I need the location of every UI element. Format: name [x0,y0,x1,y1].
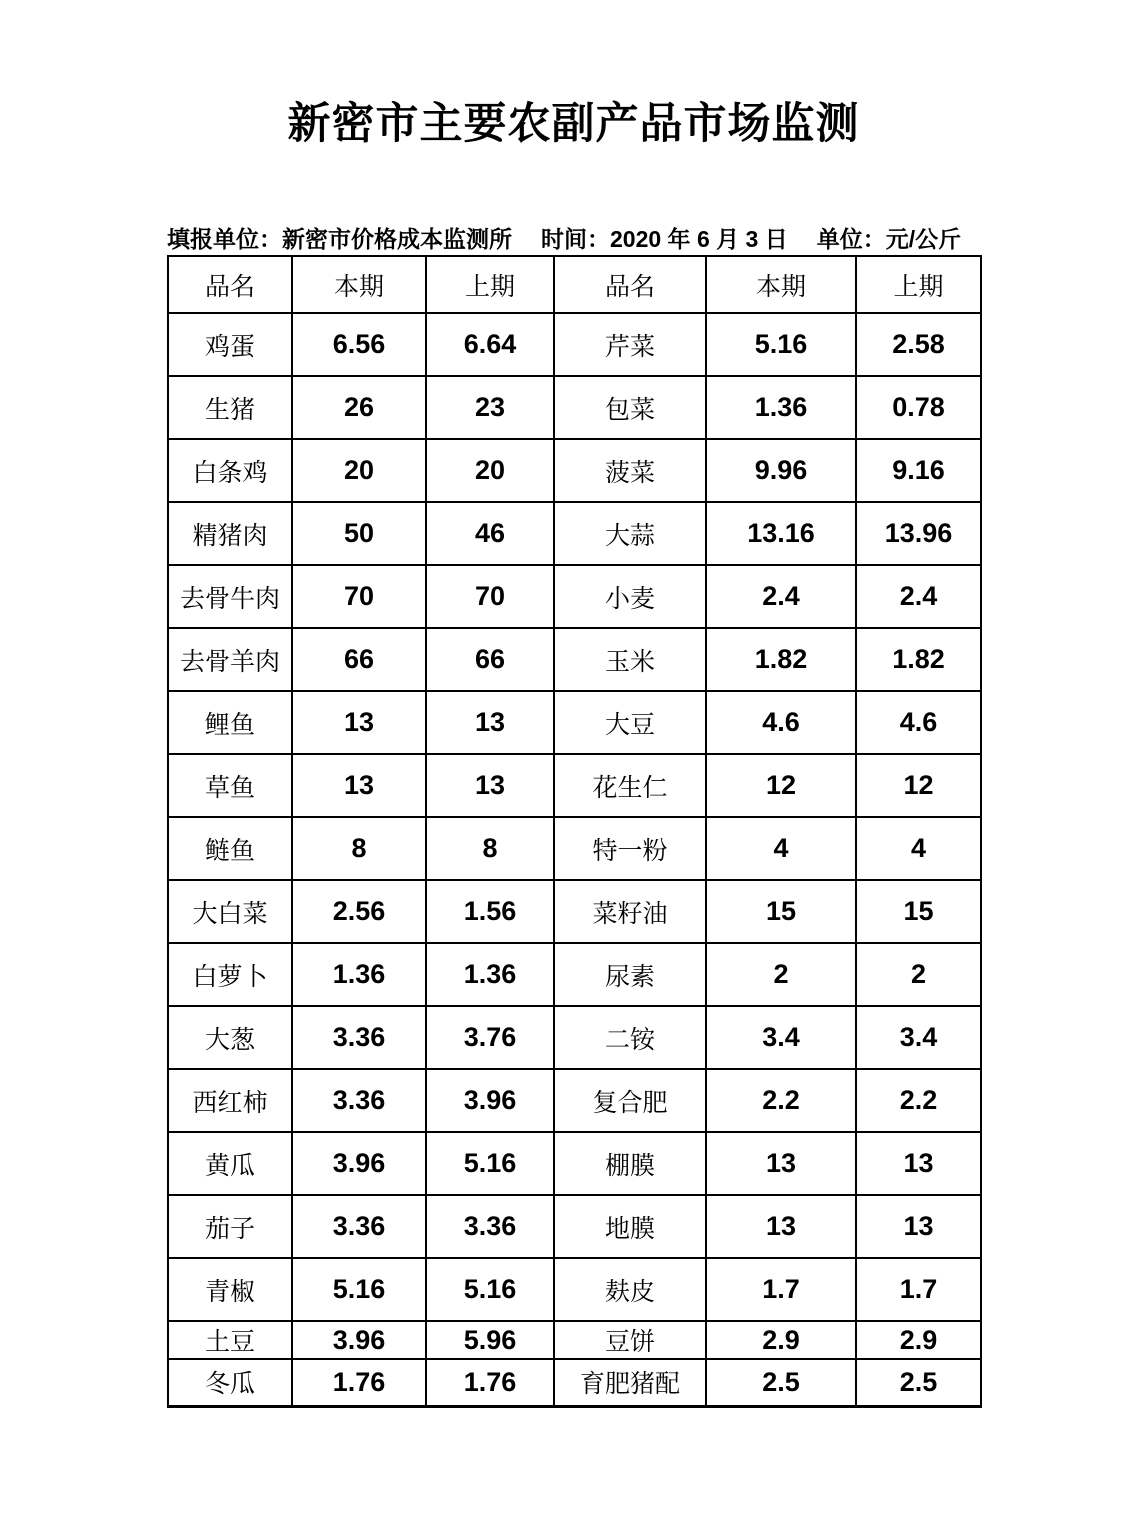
product-name-cell: 复合肥 [554,1069,706,1132]
price-unit-value: 元/公斤 [885,226,962,252]
price-cell: 5.16 [426,1258,554,1321]
price-cell: 4 [856,817,981,880]
table-body [168,313,981,1406]
price-cell: 23 [426,376,554,439]
price-cell: 3.36 [292,1195,426,1258]
price-cell: 3.96 [426,1069,554,1132]
price-cell: 5.96 [426,1321,554,1359]
product-name-cell: 鲢鱼 [168,817,292,880]
report-time [541,226,788,252]
product-name-cell: 菠菜 [554,439,706,502]
report-unit [167,226,512,252]
price-cell: 1.36 [292,943,426,1006]
price-cell: 1.76 [426,1359,554,1406]
product-name-cell: 花生仁 [554,754,706,817]
product-name-cell: 鲤鱼 [168,691,292,754]
price-cell: 12 [856,754,981,817]
product-name-cell: 尿素 [554,943,706,1006]
product-name-cell: 棚膜 [554,1132,706,1195]
product-name-cell: 二铵 [554,1006,706,1069]
price-cell: 1.7 [856,1258,981,1321]
price-cell: 50 [292,502,426,565]
price-table [167,255,982,1408]
price-cell: 5.16 [426,1132,554,1195]
report-unit-value: 新密市价格成本监测所 [282,226,512,252]
table-row [168,1321,981,1359]
price-cell: 1.7 [706,1258,856,1321]
product-name-cell: 玉米 [554,628,706,691]
price-cell: 26 [292,376,426,439]
price-cell: 12 [706,754,856,817]
column-header: 上期 [856,256,981,313]
price-cell: 15 [706,880,856,943]
product-name-cell: 去骨羊肉 [168,628,292,691]
product-name-cell: 土豆 [168,1321,292,1359]
price-cell: 70 [292,565,426,628]
product-name-cell: 芹菜 [554,313,706,376]
product-name-cell: 育肥猪配 [554,1359,706,1406]
price-cell: 13 [706,1195,856,1258]
price-cell: 13 [292,754,426,817]
table-row [168,565,981,628]
column-header: 上期 [426,256,554,313]
table-row [168,1258,981,1321]
price-cell: 1.36 [706,376,856,439]
price-cell: 20 [292,439,426,502]
table-header-row [168,256,981,313]
price-cell: 3.36 [426,1195,554,1258]
price-cell: 3.36 [292,1069,426,1132]
table-row [168,439,981,502]
product-name-cell: 去骨牛肉 [168,565,292,628]
price-cell: 0.78 [856,376,981,439]
table-row [168,691,981,754]
price-cell: 2.9 [706,1321,856,1359]
meta-line [167,226,980,252]
price-cell: 5.16 [706,313,856,376]
price-cell: 2.5 [706,1359,856,1406]
product-name-cell: 白条鸡 [168,439,292,502]
price-cell: 1.82 [856,628,981,691]
product-name-cell: 大蒜 [554,502,706,565]
table-row [168,628,981,691]
price-cell: 13.16 [706,502,856,565]
price-cell: 66 [426,628,554,691]
product-name-cell: 大葱 [168,1006,292,1069]
document-page [167,0,980,1408]
document-title: 新密市主要农副产品市场监测 [287,100,860,148]
column-header: 本期 [706,256,856,313]
price-cell: 2.2 [856,1069,981,1132]
report-time-label: 时间： [541,226,610,252]
price-cell: 13 [706,1132,856,1195]
product-name-cell: 麸皮 [554,1258,706,1321]
price-cell: 3.76 [426,1006,554,1069]
report-unit-label: 填报单位： [167,226,282,252]
table-row [168,1359,981,1406]
table-row [168,1069,981,1132]
price-cell: 2.4 [856,565,981,628]
price-cell: 3.4 [856,1006,981,1069]
price-cell: 13 [426,691,554,754]
product-name-cell: 草鱼 [168,754,292,817]
price-cell: 2.9 [856,1321,981,1359]
price-cell: 2.56 [292,880,426,943]
product-name-cell: 小麦 [554,565,706,628]
price-unit [817,226,961,252]
table-row [168,376,981,439]
product-name-cell: 冬瓜 [168,1359,292,1406]
table-row [168,943,981,1006]
table-row [168,1195,981,1258]
column-header: 品名 [554,256,706,313]
column-header: 品名 [168,256,292,313]
price-cell: 4.6 [856,691,981,754]
price-cell: 3.36 [292,1006,426,1069]
price-cell: 1.36 [426,943,554,1006]
price-cell: 8 [426,817,554,880]
price-cell: 70 [426,565,554,628]
price-cell: 66 [292,628,426,691]
product-name-cell: 豆饼 [554,1321,706,1359]
product-name-cell: 精猪肉 [168,502,292,565]
product-name-cell: 青椒 [168,1258,292,1321]
table-row [168,817,981,880]
product-name-cell: 菜籽油 [554,880,706,943]
product-name-cell: 生猪 [168,376,292,439]
product-name-cell: 白萝卜 [168,943,292,1006]
price-cell: 13.96 [856,502,981,565]
price-cell: 2 [856,943,981,1006]
price-cell: 2.58 [856,313,981,376]
price-cell: 15 [856,880,981,943]
price-cell: 6.64 [426,313,554,376]
price-cell: 5.16 [292,1258,426,1321]
table-row [168,502,981,565]
table-row [168,1006,981,1069]
product-name-cell: 西红柿 [168,1069,292,1132]
table-row [168,313,981,376]
table-row [168,754,981,817]
price-cell: 2.2 [706,1069,856,1132]
price-cell: 3.96 [292,1132,426,1195]
price-cell: 3.96 [292,1321,426,1359]
product-name-cell: 大白菜 [168,880,292,943]
product-name-cell: 大豆 [554,691,706,754]
price-cell: 1.56 [426,880,554,943]
table-row [168,880,981,943]
price-unit-label: 单位： [816,226,886,252]
price-cell: 20 [426,439,554,502]
price-cell: 4.6 [706,691,856,754]
price-cell: 13 [856,1132,981,1195]
price-cell: 8 [292,817,426,880]
price-cell: 13 [292,691,426,754]
product-name-cell: 鸡蛋 [168,313,292,376]
price-cell: 2.4 [706,565,856,628]
price-cell: 2 [706,943,856,1006]
price-cell: 13 [426,754,554,817]
product-name-cell: 包菜 [554,376,706,439]
price-cell: 46 [426,502,554,565]
product-name-cell: 黄瓜 [168,1132,292,1195]
product-name-cell: 地膜 [554,1195,706,1258]
price-cell: 1.76 [292,1359,426,1406]
product-name-cell: 特一粉 [554,817,706,880]
price-cell: 6.56 [292,313,426,376]
table-row [168,1132,981,1195]
column-header: 本期 [292,256,426,313]
report-time-value: 2020 年 6 月 3 日 [610,226,788,252]
price-cell: 1.82 [706,628,856,691]
price-cell: 2.5 [856,1359,981,1406]
price-cell: 4 [706,817,856,880]
price-cell: 9.96 [706,439,856,502]
price-cell: 9.16 [856,439,981,502]
price-cell: 13 [856,1195,981,1258]
price-cell: 3.4 [706,1006,856,1069]
product-name-cell: 茄子 [168,1195,292,1258]
